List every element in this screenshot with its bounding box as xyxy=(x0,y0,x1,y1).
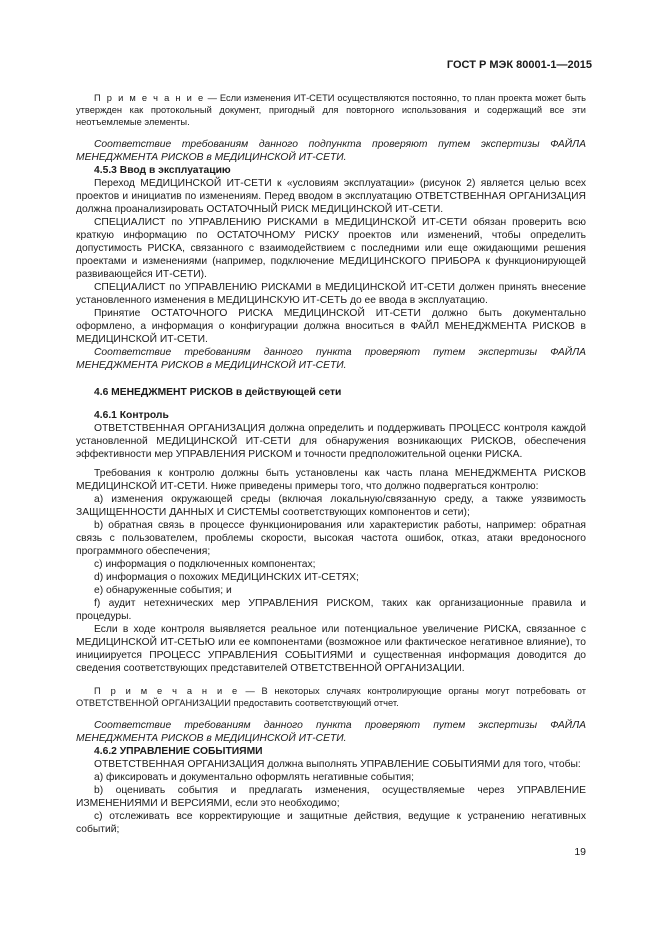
list-item: e) обнаруженные события; и xyxy=(94,585,232,596)
paragraph: Если в ходе контроля выявляется реальное или потенциальное увеличение РИСКА, связанное с МЕДИЦИНСКОЙ ИТ-СЕТЬЮ или ее компонентами (возможное или фактическое негативное влияние), то инициируется ПРОЦЕСС УПРАВЛЕНИЯ СОБЫТИЯМИ и существенная информация доводится до сведения соответствующих представителей ОТВЕТСТВЕННОЙ ОРГАНИЗАЦИИ. xyxy=(76,624,586,674)
section-heading-4-5-3: 4.5.3 Ввод в эксплуатацию xyxy=(94,165,231,176)
list-item: d) информация о похожих МЕДИЦИНСКИХ ИТ-СЕТЯХ; xyxy=(94,572,359,583)
conformity-statement: Соответствие требованиям данного пункта проверяют путем экспертизы ФАЙЛА МЕНЕДЖМЕНТА РИСКОВ в МЕДИЦИНСКОЙ ИТ-СЕТИ. xyxy=(76,720,586,744)
list-item: b) обратная связь в процессе функционирования или характеристик работы, например: обратная связь с пользователем, проблемы скорости, высокая частота ошибок, отказ, атаки вредоносного программного обеспечения; xyxy=(76,520,586,557)
note-text: — В некоторых случаях контролирующие органы могут потребовать от ОТВЕТСТВЕННОЙ ОРГАНИЗАЦИИ предоставить соответствующий отчет. xyxy=(76,686,586,708)
list-item: a) изменения окружающей среды (включая локальную/связанную среду, а также уязвимость ЗАЩИЩЕННОСТИ ДАННЫХ И СИСТЕМЫ соответствующих компонентов и сети); xyxy=(76,494,586,518)
section-heading-4-6: 4.6 МЕНЕДЖМЕНТ РИСКОВ в действующей сети xyxy=(94,387,342,398)
note-paragraph xyxy=(76,685,586,709)
section-heading-4-6-1: 4.6.1 Контроль xyxy=(94,410,169,421)
note-paragraph xyxy=(76,92,586,128)
paragraph: ОТВЕТСТВЕННАЯ ОРГАНИЗАЦИЯ должна определить и поддерживать ПРОЦЕСС контроля каждой установленной МЕДИЦИНСКОЙ ИТ-СЕТИ для обнаружения возникающих РИСКОВ, обеспечения эффективности мер УПРАВЛЕНИЯ РИСКОМ и точности предположительной оценки РИСКА. xyxy=(76,423,586,460)
note-label: П р и м е ч а н и е xyxy=(94,686,239,696)
paragraph: Принятие ОСТАТОЧНОГО РИСКА МЕДИЦИНСКОЙ ИТ-СЕТИ должно быть документально оформлено, а информация о конфигурации должна вноситься в ФАЙЛ МЕНЕДЖМЕНТА РИСКОВ в МЕДИЦИНСКОЙ ИТ-СЕТИ. xyxy=(76,308,586,345)
conformity-statement: Соответствие требованиям данного подпункта проверяют путем экспертизы ФАЙЛА МЕНЕДЖМЕНТА РИСКОВ в МЕДИЦИНСКОЙ ИТ-СЕТИ. xyxy=(76,139,586,163)
section-heading-4-6-2: 4.6.2 УПРАВЛЕНИЕ СОБЫТИЯМИ xyxy=(94,746,263,757)
paragraph: ОТВЕТСТВЕННАЯ ОРГАНИЗАЦИЯ должна выполнять УПРАВЛЕНИЕ СОБЫТИЯМИ для того, чтобы: xyxy=(94,759,581,770)
paragraph: СПЕЦИАЛИСТ по УПРАВЛЕНИЮ РИСКАМИ в МЕДИЦИНСКОЙ ИТ-СЕТИ должен принять внесение установленного изменения в МЕДИЦИНСКУЮ ИТ-СЕТЬ до ее ввода в эксплуатацию. xyxy=(76,282,586,306)
list-item: a) фиксировать и документально оформлять негативные события; xyxy=(94,772,414,783)
paragraph: Требования к контролю должны быть установлены как часть плана МЕНЕДЖМЕНТА РИСКОВ МЕДИЦИНСКОЙ ИТ-СЕТИ. Ниже приведены примеры того, что должно подвергаться контролю: xyxy=(76,468,586,492)
page-content xyxy=(76,92,586,836)
note-text: — Если изменения ИТ-СЕТИ осуществляются постоянно, то план проекта может быть утвержден как протокольный документ, пригодный для повторного использования и содержащий все эти неотъемлемые элементы. xyxy=(76,93,586,127)
paragraph: СПЕЦИАЛИСТ по УПРАВЛЕНИЮ РИСКАМИ в МЕДИЦИНСКОЙ ИТ-СЕТИ обязан проверить всю краткую информацию по ОСТАТОЧНОМУ РИСКУ проектов или изменений, чтобы определить допустимость РИСКА, связанного с взаимодействием с последними или еще ожидающими решения проектами и изменениями (например, подключение МЕДИЦИНСКОГО ПРИБОРА к функционирующей развивающейся ИТ-СЕТИ). xyxy=(76,217,586,280)
list-item: b) оценивать события и предлагать изменения, осуществляемые через УПРАВЛЕНИЕ ИЗМЕНЕНИЯМИ И ВЕРСИЯМИ, если это необходимо; xyxy=(76,785,586,809)
list-item: c) отслеживать все корректирующие и защитные действия, ведущие к устранению негативных событий; xyxy=(76,811,586,835)
page-number: 19 xyxy=(574,846,586,858)
conformity-statement: Соответствие требованиям данного пункта проверяют путем экспертизы ФАЙЛА МЕНЕДЖМЕНТА РИСКОВ в МЕДИЦИНСКОЙ ИТ-СЕТИ. xyxy=(76,347,586,371)
list-item: f) аудит нетехнических мер УПРАВЛЕНИЯ РИСКОМ, таких как организационные правила и процедуры. xyxy=(76,598,586,622)
list-item: c) информация о подключенных компонентах; xyxy=(94,559,316,570)
paragraph: Переход МЕДИЦИНСКОЙ ИТ-СЕТИ к «условиям эксплуатации» (рисунок 2) является целью всех проектов и инициатив по изменениям. Перед вводом в эксплуатацию ОТВЕТСТВЕННАЯ ОРГАНИЗАЦИЯ должна проанализировать ОСТАТОЧНЫЙ РИСК МЕДИЦИНСКОЙ ИТ-СЕТИ. xyxy=(76,178,586,215)
note-label: П р и м е ч а н и е xyxy=(94,93,205,103)
document-standard-id: ГОСТ Р МЭК 80001-1—2015 xyxy=(446,59,592,71)
